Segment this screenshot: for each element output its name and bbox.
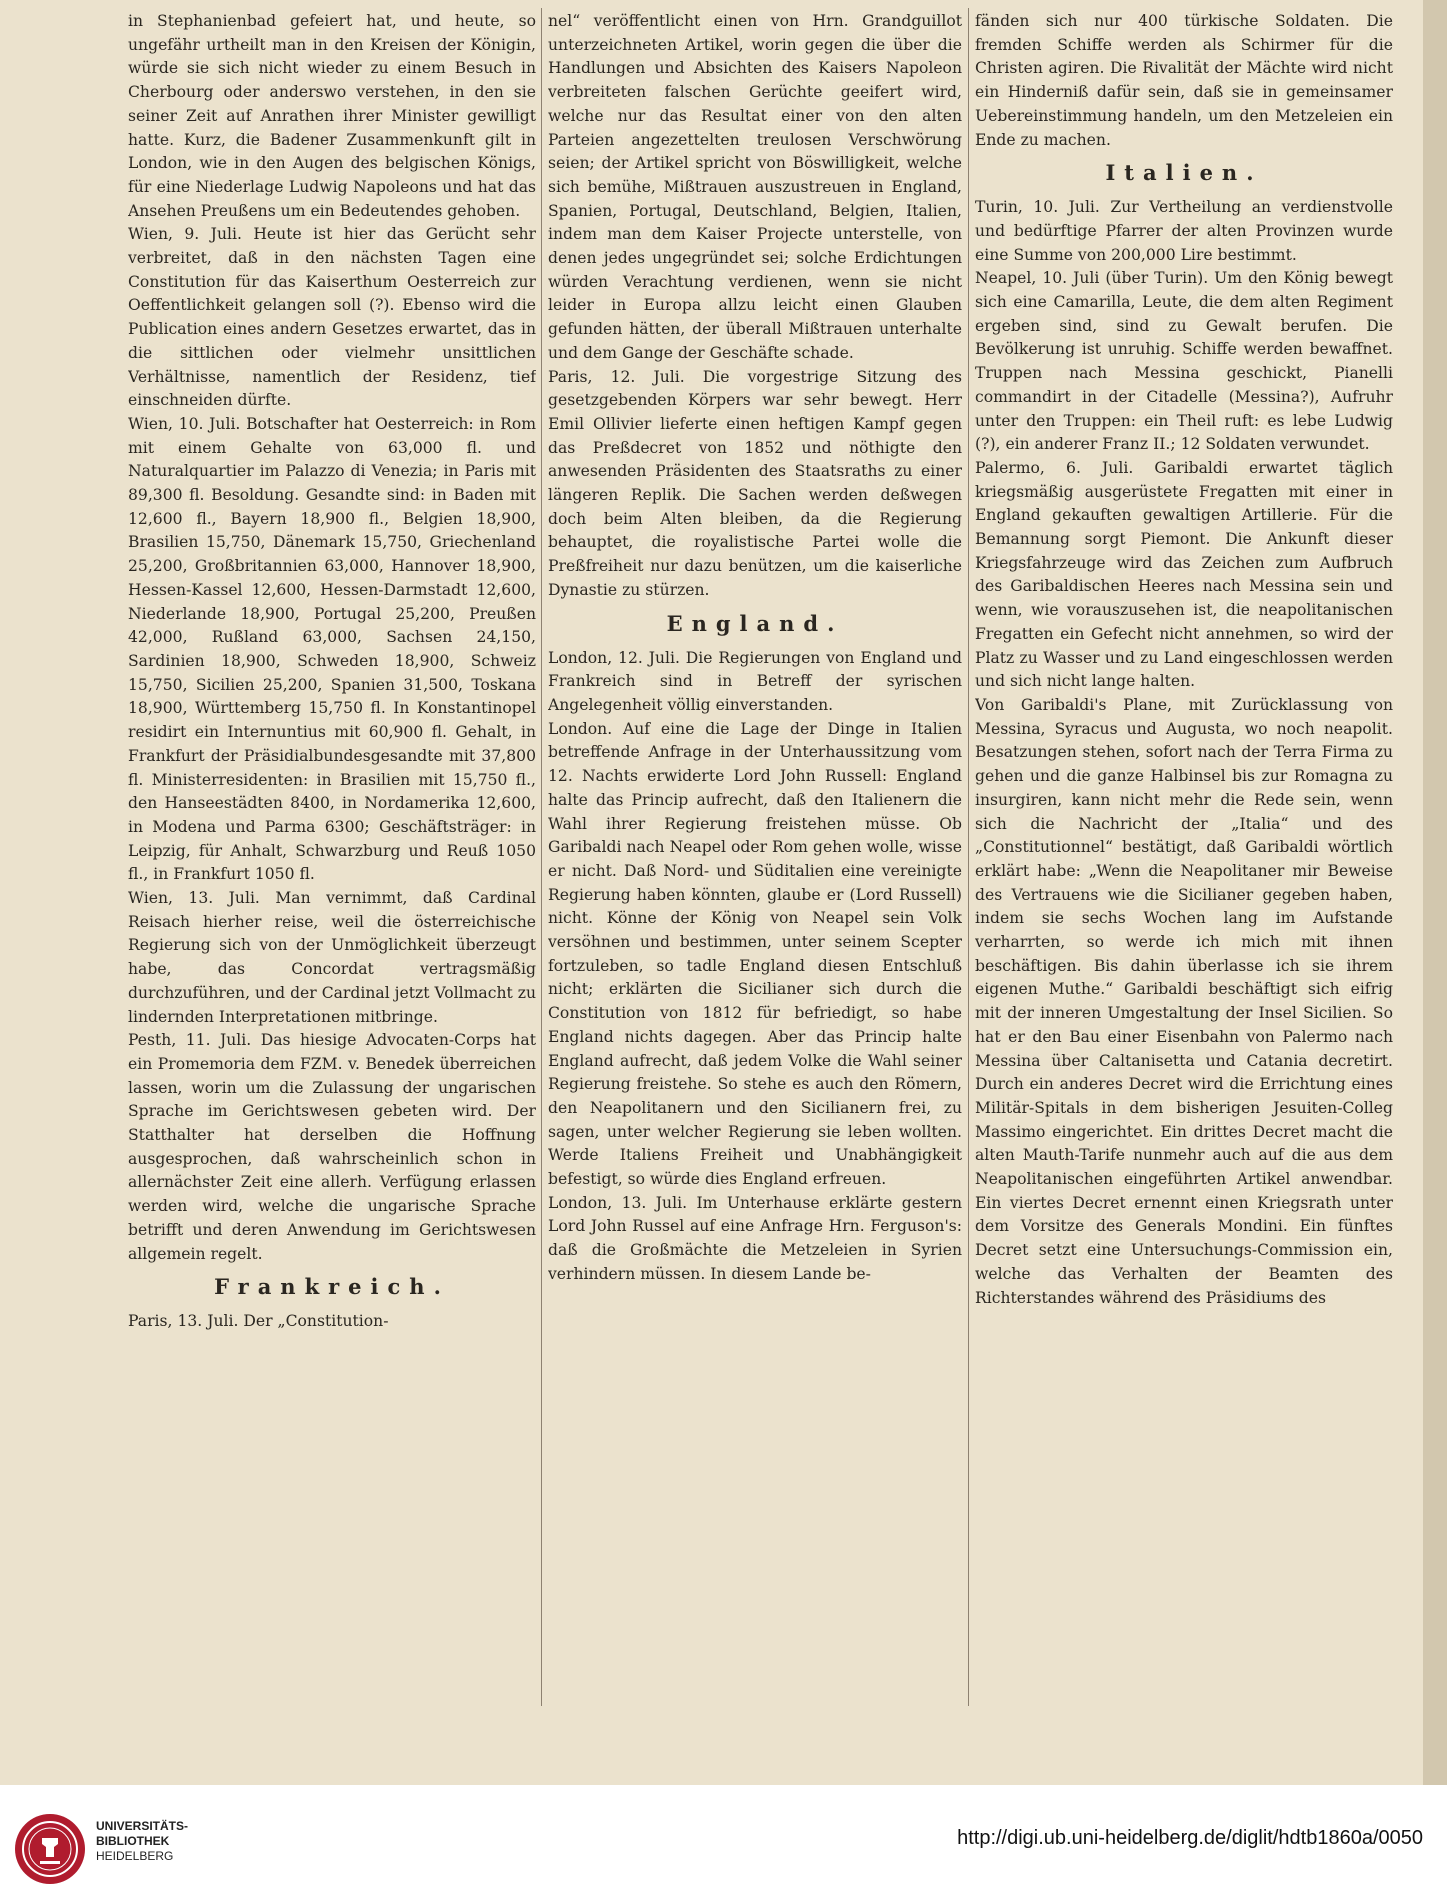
- section-heading: Italien.: [1105, 160, 1263, 186]
- article-paragraph: London. Auf eine die Lage der Dinge in Italien betreffende Anfrage in der Unterhaussitzung vom 12. Nachts erwiderte Lord John Russell: England halte das Princip aufrecht, daß den Italienern die Wahl ihrer Regierung freistehen müsse. Ob Garibaldi nach Neapel oder Rom gehen wolle, wisse er nicht. Daß Nord- und Süditalien eine vereinigte Regierung haben könnten, glaube er (Lord Russell) nicht. Könne der König von Neapel sein Volk versöhnen und bestimmen, unter seinem Scepter fortzuleben, so tadle England diesen Entschluß nicht; erklärten die Sicilianer sich durch die Constitution von 1812 für befriedigt, so habe England nichts dagegen. Aber das Princip halte England aufrecht, daß jedem Volke die Wahl seiner Regierung freistehe. So stehe es auch den Römern, den Neapolitanern und den Sicilianern frei, zu sagen, unter welcher Regierung sie leben wollten. Werde Italiens Freiheit und Unabhängigkeit befestigt, so würde dies England erfreuen.: [548, 719, 962, 1189]
- institution-name: [96, 1819, 188, 1864]
- article-paragraph: fänden sich nur 400 türkische Soldaten. Die fremden Schiffe werden als Schirmer für die Christen agiren. Die Rivalität der Mächte wird nicht ein Hinderniß dafür sein, daß sie in gemeinsamer Uebereinstimmung handeln, um den Metzeleien ein Ende zu machen.: [975, 12, 1393, 149]
- institution-line-2: BIBLIOTHEK: [96, 1834, 170, 1848]
- article-paragraph: Neapel, 10. Juli (über Turin). Um den König bewegt sich eine Camarilla, Leute, die dem alten Regiment ergeben sind, sind zu Gewalt berufen. Die Bevölkerung ist unruhig. Schiffe werden bewaffnet. Truppen nach Messina geschickt, Pianelli commandirt in der Citadelle (Messina?), Aufruhr unter den Truppen: ein Theil ruft: es lebe Ludwig (?), ein anderer Franz II.; 12 Soldaten verwundet.: [975, 269, 1393, 454]
- article-paragraph: Paris, 13. Juli. Der „Constitution-: [128, 1312, 389, 1331]
- article-paragraph: London, 12. Juli. Die Regierungen von England und Frankreich sind in Betreff der syrischen Angelegenheit völlig einverstanden.: [548, 648, 962, 714]
- text-column-2: [548, 10, 962, 1700]
- article-paragraph: Pesth, 11. Juli. Das hiesige Advocaten-Corps hat ein Promemoria dem FZM. v. Benedek überreichen lassen, worin um die Zulassung der ungarischen Sprache im Gerichtswesen gebeten wird. Der Statthalter hat derselben die Hoffnung ausgesprochen, daß wahrscheinlich schon in allernächster Zeit eine allerh. Verfügung erlassen werden wird, welche die ungarische Sprache betrifft und deren Anwendung im Gerichtswesen allgemein regelt.: [128, 1031, 536, 1263]
- institution-line-3: HEIDELBERG: [96, 1849, 174, 1863]
- article-paragraph: Wien, 10. Juli. Botschafter hat Oesterreich: in Rom mit einem Gehalte von 63,000 fl. und Naturalquartier im Palazzo di Venezia; in Paris mit 89,300 fl. Besoldung. Gesandte sind: in Baden mit 12,600 fl., Bayern 18,900 fl., Belgien 18,900, Brasilien 15,750, Dänemark 15,750, Griechenland 25,200, Großbritannien 63,000, Hannover 18,900, Hessen-Kassel 12,600, Hessen-Darmstadt 12,600, Niederlande 18,900, Portugal 25,200, Preußen 42,000, Rußland 63,000, Sachsen 24,150, Sardinien 18,900, Schweden 18,900, Schweiz 15,750, Sicilien 25,200, Spanien 31,500, Toskana 18,900, Württemberg 15,750 fl. In Konstantinopel residirt ein Internuntius mit 60,900 fl. Gehalt, in Frankfurt der Präsidialbundesgesandte mit 37,800 fl. Ministerresidenten: in Brasilien mit 15,750 fl., den Hanseestädten 8400, in Nordamerika 12,600, in Modena und Parma 6300; Geschäftsträger: in Leipzig, für Anhalt, Schwarzburg und Reuß 1050 fl., in Frankfurt 1050 fl.: [128, 414, 536, 884]
- university-seal-icon: [12, 1811, 88, 1887]
- section-heading: England.: [666, 610, 844, 636]
- article-paragraph: Von Garibaldi's Plane, mit Zurücklassung von Messina, Syracus und Augusta, wo noch neapolit. Besatzungen stehen, sofort nach der Terra Firma zu gehen und die ganze Halbinsel bis zur Romagna zu insurgiren, kann nicht mehr die Rede sein, wenn sich die Nachricht der „Italia“ und des „Constitutionnel“ bestätigt, daß Garibaldi wörtlich erklärt habe: „Wenn die Neapolitaner mir Beweise des Vertrauens wie die Sicilianer gegeben haben, indem sie sechs Wochen lang im Aufstande verharrten, so werde ich mich mit ihnen beschäftigen. Bis dahin überlasse ich sie ihrem eigenen Muthe.“ Garibaldi beschäftigt sich eifrig mit der inneren Umgestaltung der Insel Sicilien. So hat er den Bau einer Eisenbahn von Palermo nach Messina über Caltanisetta und Catania decretirt. Durch ein anderes Decret wird die Errichtung eines Militär-Spitals in dem bisherigen Jesuiten-Colleg Massimo eingerichtet. Ein drittes Decret macht die alten Mauth-Tarife nunmehr auch auf die aus dem Neapolitanischen eingeführten Artikel anwendbar. Ein viertes Decret ernennt einen Kriegsrath unter dem Vorsitze des Generals Mondini. Ein fünftes Decret setzt eine Untersuchungs-Commission ein, welche das Verhalten der Beamten des Richterstandes während des Präsidiums des: [975, 695, 1393, 1307]
- viewer-footer: [0, 1785, 1447, 1901]
- column-rule-1: [541, 8, 542, 1706]
- article-paragraph: Palermo, 6. Juli. Garibaldi erwartet täglich kriegsmäßig ausgerüstete Fregatten mit einer in England gekauften gewaltigen Artillerie. Für die Bemannung sorgt Piemont. Die Ankunft dieser Kriegsfahrzeuge wird das Zeichen zum Aufbruch des Garibaldischen Heeres nach Messina sein und wenn, wie vorauszusehen ist, die neapolitanischen Fregatten ein Gefecht nicht annehmen, so wird der Platz zu Wasser und zu Land eingeschlossen werden und sich nicht lange halten.: [975, 458, 1393, 691]
- text-column-3: [975, 10, 1393, 1700]
- page-edge-shadow: [1423, 0, 1447, 1785]
- section-heading: Frankreich.: [214, 1274, 450, 1300]
- article-paragraph: Turin, 10. Juli. Zur Vertheilung an verdienstvolle und bedürftige Pfarrer der alten Provinzen wurde eine Summe von 200,000 Lire bestimmt.: [975, 198, 1393, 264]
- article-paragraph: Wien, 13. Juli. Man vernimmt, daß Cardinal Reisach hierher reise, weil die österreichische Regierung sich von der Unmöglichkeit überzeugt habe, das Concordat vertragsmäßig durchzuführen, und der Cardinal jetzt Vollmacht zu lindernden Interpretationen mitbringe.: [128, 889, 536, 1026]
- article-paragraph: London, 13. Juli. Im Unterhause erklärte gestern Lord John Russel auf eine Anfrage Hrn. Ferguson's: daß die Großmächte die Metzeleien in Syrien verhindern müssen. In diesem Lande be-: [548, 1193, 962, 1283]
- permalink-url[interactable]: http://digi.ub.uni-heidelberg.de/diglit/hdtb1860a/0050: [957, 1827, 1423, 1849]
- article-paragraph: Wien, 9. Juli. Heute ist hier das Gerücht sehr verbreitet, daß in den nächsten Tagen eine Constitution für das Kaiserthum Oesterreich zur Oeffentlichkeit gelangen soll (?). Ebenso wird die Publication eines andern Gesetzes erwartet, das in die sittlichen oder vielmehr unsittlichen Verhältnisse, namentlich der Residenz, tief einschneiden dürfte.: [128, 225, 536, 410]
- column-rule-2: [968, 8, 969, 1706]
- text-column-1: [128, 10, 536, 1700]
- institution-line-1: UNIVERSITÄTS-: [96, 1819, 189, 1833]
- article-paragraph: nel“ veröffentlicht einen von Hrn. Grandguillot unterzeichneten Artikel, worin gegen die über die Handlungen und Absichten des Kaisers Napoleon verbreiteten falschen Gerüchte geeifert wird, welche nur das Resultat einer von den alten Parteien angezettelten treulosen Verschwörung seien; der Artikel spricht von Böswilligkeit, welche sich bemühe, Mißtrauen auszustreuen in England, Spanien, Portugal, Deutschland, Belgien, Italien, indem man dem Kaiser Projecte unterstelle, von denen jedes ungegründet sei; solche Erdichtungen würden Verachtung verdienen, wenn sie nicht leider in Europa allzu leicht einen Glauben gefunden hätten, der überall Mißtrauen unterhalte und dem Gange der Geschäfte schade.: [548, 12, 962, 362]
- article-paragraph: in Stephanienbad gefeiert hat, und heute, so ungefähr urtheilt man in den Kreisen der Königin, würde sie sich nicht wieder zu einem Besuch in Cherbourg oder anderswo verstehen, in den sie seiner Zeit auf Anrathen ihrer Minister gewilligt hatte. Kurz, die Badener Zusammenkunft gilt in London, wie in den Augen des belgischen Königs, für eine Niederlage Ludwig Napoleons und hat das Ansehen Preußens um ein Bedeutendes gehoben.: [128, 12, 536, 220]
- article-paragraph: Paris, 12. Juli. Die vorgestrige Sitzung des gesetzgebenden Körpers war sehr bewegt. Herr Emil Ollivier lieferte einen heftigen Kampf gegen das Preßdecret von 1852 und nöthigte den anwesenden Präsidenten des Staatsraths zu einer längeren Replik. Die Sachen werden deßwegen doch beim Alten bleiben, da die Regierung behauptet, die royalistische Partei wolle die Preßfreiheit nur dazu benützen, um die kaiserliche Dynastie zu stürzen.: [548, 367, 962, 599]
